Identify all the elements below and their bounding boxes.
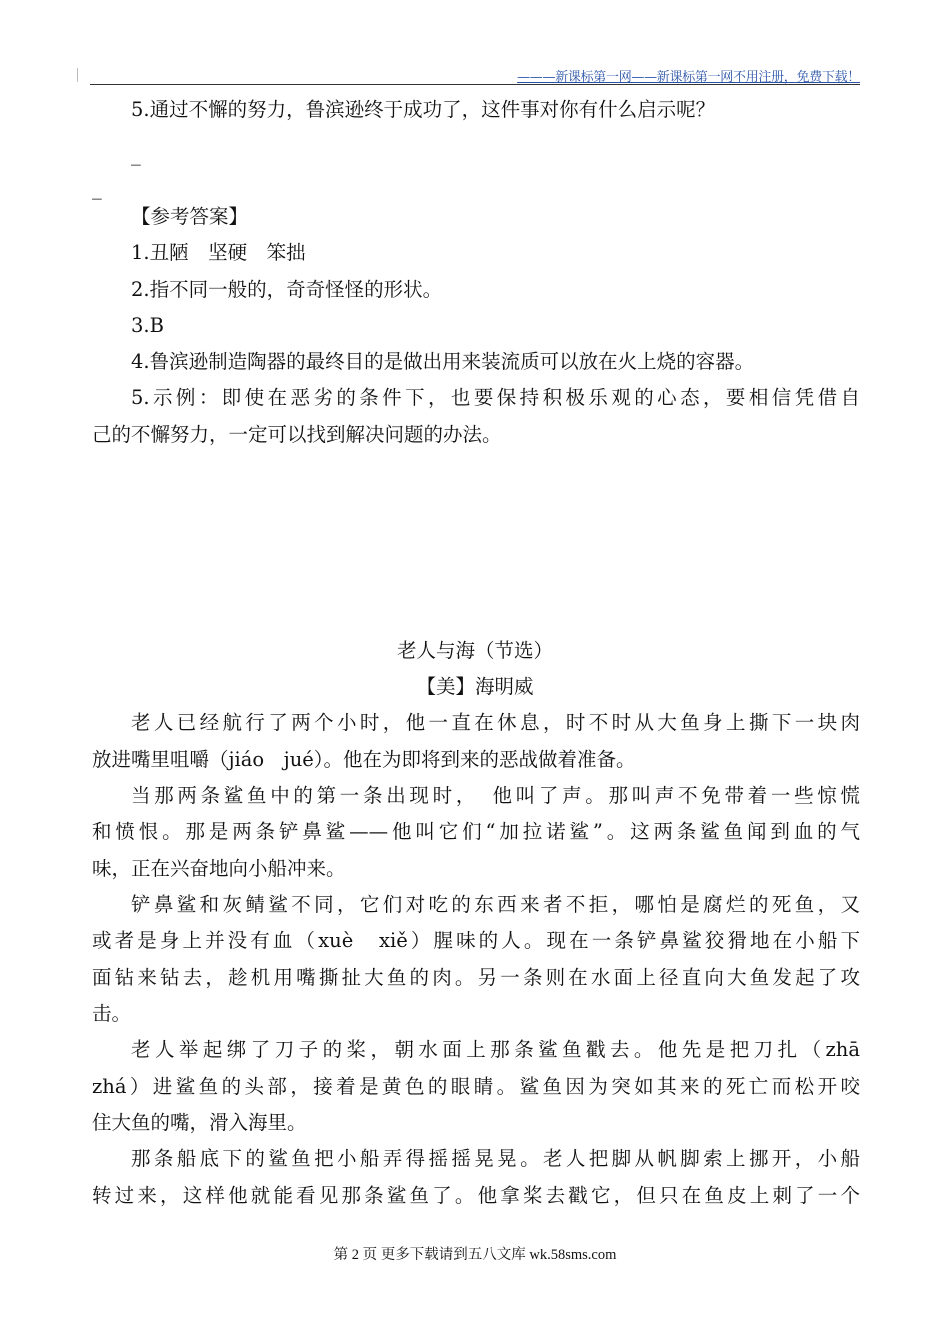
article-line: 那条船底下的鲨鱼把小船弄得摇摇晃晃。老人把脚从帆脚索上挪开，小船 <box>131 1147 860 1170</box>
article-line: 住大鱼的嘴，滑入海里。 <box>92 1111 307 1134</box>
answer-3: 3.B <box>131 314 164 337</box>
article-line: 面钻来钻去，趁机用嘴撕扯大鱼的肉。另一条则在水面上径直向大鱼发起了攻 <box>92 966 860 989</box>
article-line: 放进嘴里咀嚼（jiáo jué）。他在为即将到来的恶战做着准备。 <box>92 748 636 771</box>
article-line: 老人举起绑了刀子的桨，朝水面上那条鲨鱼戳去。他先是把刀扎（zhā <box>131 1038 860 1061</box>
answer-5-line-1: 5.示例：即使在恶劣的条件下，也要保持积极乐观的心态，要相信凭借自 <box>131 386 860 409</box>
article-line: 和愤恨。那是两条铲鼻鲨——他叫它们“加拉诺鲨”。这两条鲨鱼闻到血的气 <box>92 820 860 843</box>
page-footer: 第 2 页 更多下载请到五八文库 wk.58sms.com <box>333 1247 617 1263</box>
article-title: 老人与海（节选） <box>396 639 553 662</box>
answers-heading: 【参考答案】 <box>131 205 249 228</box>
article-line: zhá）进鲨鱼的头部，接着是黄色的眼睛。鲨鱼因为突如其来的死亡而松开咬 <box>92 1075 860 1098</box>
header-site-link[interactable]: ———新课标第一网——新课标第一网不用注册，免费下载！ <box>517 70 860 85</box>
article-line: 味，正在兴奋地向小船冲来。 <box>92 857 346 880</box>
question-5: 5.通过不懈的努力，鲁滨逊终于成功了，这件事对你有什么启示呢？ <box>131 98 716 121</box>
answer-2: 2.指不同一般的，奇奇怪怪的形状。 <box>131 278 443 301</box>
article-line: 或者是身上并没有血（xuè xiě）腥味的人。现在一条铲鼻鲨狡猾地在小船下 <box>92 929 860 952</box>
article-author: 【美】海明威 <box>416 675 534 698</box>
article-line: 击。 <box>92 1002 132 1025</box>
article-line: 铲鼻鲨和灰鲭鲨不同，它们对吃的东西来者不拒，哪怕是腐烂的死鱼，又 <box>131 893 860 916</box>
header-rule <box>90 84 860 85</box>
answer-4: 4.鲁滨逊制造陶器的最终目的是做出用来装流质可以放在火上烧的容器。 <box>131 350 755 373</box>
answer-blank-1: _ <box>131 143 141 166</box>
answer-blank-2: _ <box>92 177 102 200</box>
answer-1: 1.丑陋 坚硬 笨拙 <box>131 241 306 264</box>
article-line: 当那两条鲨鱼中的第一条出现时， 他叫了声。那叫声不免带着一些惊慌 <box>131 784 860 807</box>
answer-5-line-2: 己的不懈努力，一定可以找到解决问题的办法。 <box>92 423 502 446</box>
article-line: 老人已经航行了两个小时，他一直在休息，时不时从大鱼身上撕下一块肉 <box>131 711 860 734</box>
article-line: 转过来，这样他就能看见那条鲨鱼了。他拿桨去戳它，但只在鱼皮上刺了一个 <box>92 1184 860 1207</box>
header-margin-mark <box>77 68 78 82</box>
